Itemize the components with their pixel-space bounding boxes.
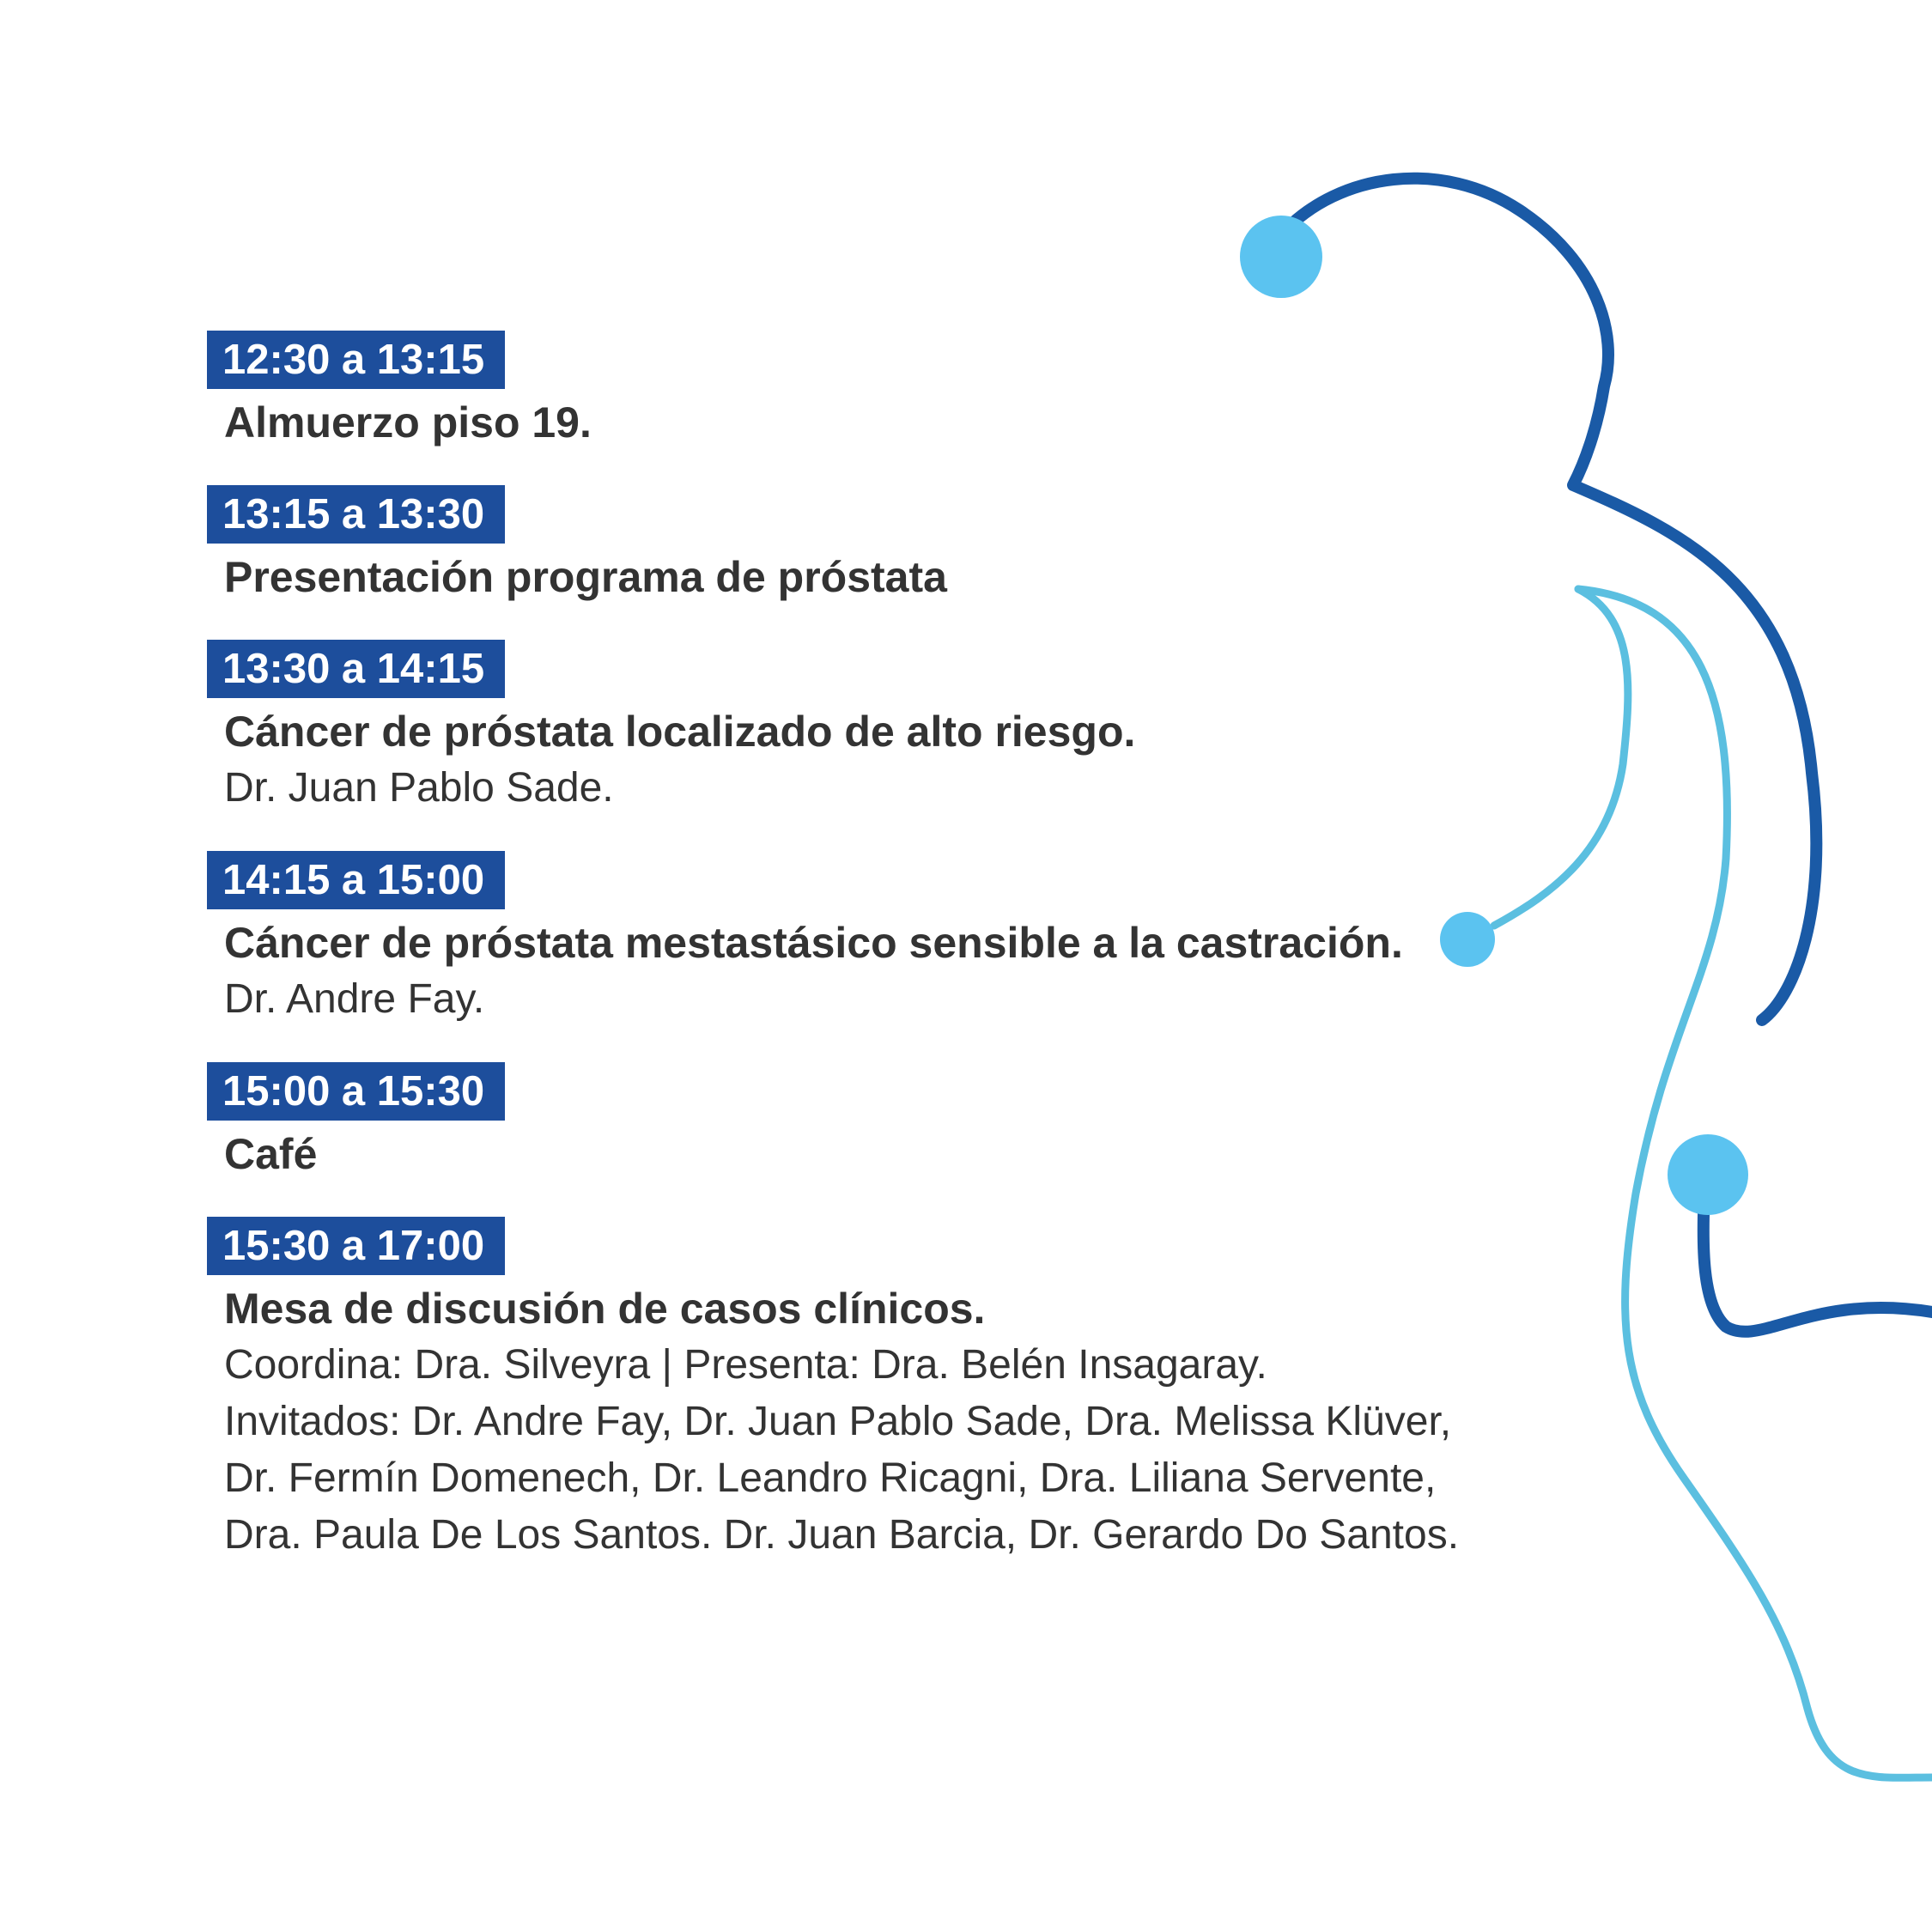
session-title: Mesa de discusión de casos clínicos. [224, 1285, 986, 1333]
light-blue-long-curve [1578, 589, 1932, 1777]
schedule-item [207, 640, 1581, 817]
guests-line: Invitados: Dr. Andre Fay, Dr. Juan Pablo Sade, Dra. Melissa Klüver, [224, 1399, 1452, 1444]
time-badge: 15:00 a 15:30 [207, 1062, 505, 1121]
schedule-item [207, 485, 1581, 605]
session-title: Cáncer de próstata mestastásico sensible a la castración. [224, 919, 1403, 967]
guests-line: Dra. Paula De Los Santos. Dr. Juan Barcia, Dr. Gerardo Do Santos. [224, 1512, 1460, 1558]
guests-line: Dr. Fermín Domenech, Dr. Leandro Ricagni, Dra. Liliana Servente, [224, 1455, 1437, 1501]
schedule-list [207, 331, 1581, 1564]
schedule-item [207, 1062, 1581, 1182]
speaker: Dr. Andre Fay. [224, 976, 485, 1022]
schedule-item [207, 1217, 1581, 1564]
schedule-item [207, 331, 1581, 451]
session-title: Cáncer de próstata localizado de alto riesgo. [224, 708, 1136, 756]
dot-lower [1668, 1134, 1748, 1215]
time-badge: 15:30 a 17:00 [207, 1217, 505, 1275]
session-title: Café [224, 1130, 318, 1178]
dot-top [1240, 216, 1322, 298]
session-title: Presentación programa de próstata [224, 553, 947, 601]
time-badge: 13:30 a 14:15 [207, 640, 505, 698]
dark-blue-curve-lower [1704, 1189, 1932, 1332]
time-badge: 12:30 a 13:15 [207, 331, 505, 389]
session-title: Almuerzo piso 19. [224, 398, 592, 447]
time-badge: 14:15 a 15:00 [207, 851, 505, 909]
coordinators: Coordina: Dra. Silveyra | Presenta: Dra. Belén Insagaray. [224, 1342, 1267, 1388]
time-badge: 13:15 a 13:30 [207, 485, 505, 544]
speaker: Dr. Juan Pablo Sade. [224, 765, 614, 811]
schedule-item [207, 851, 1581, 1028]
